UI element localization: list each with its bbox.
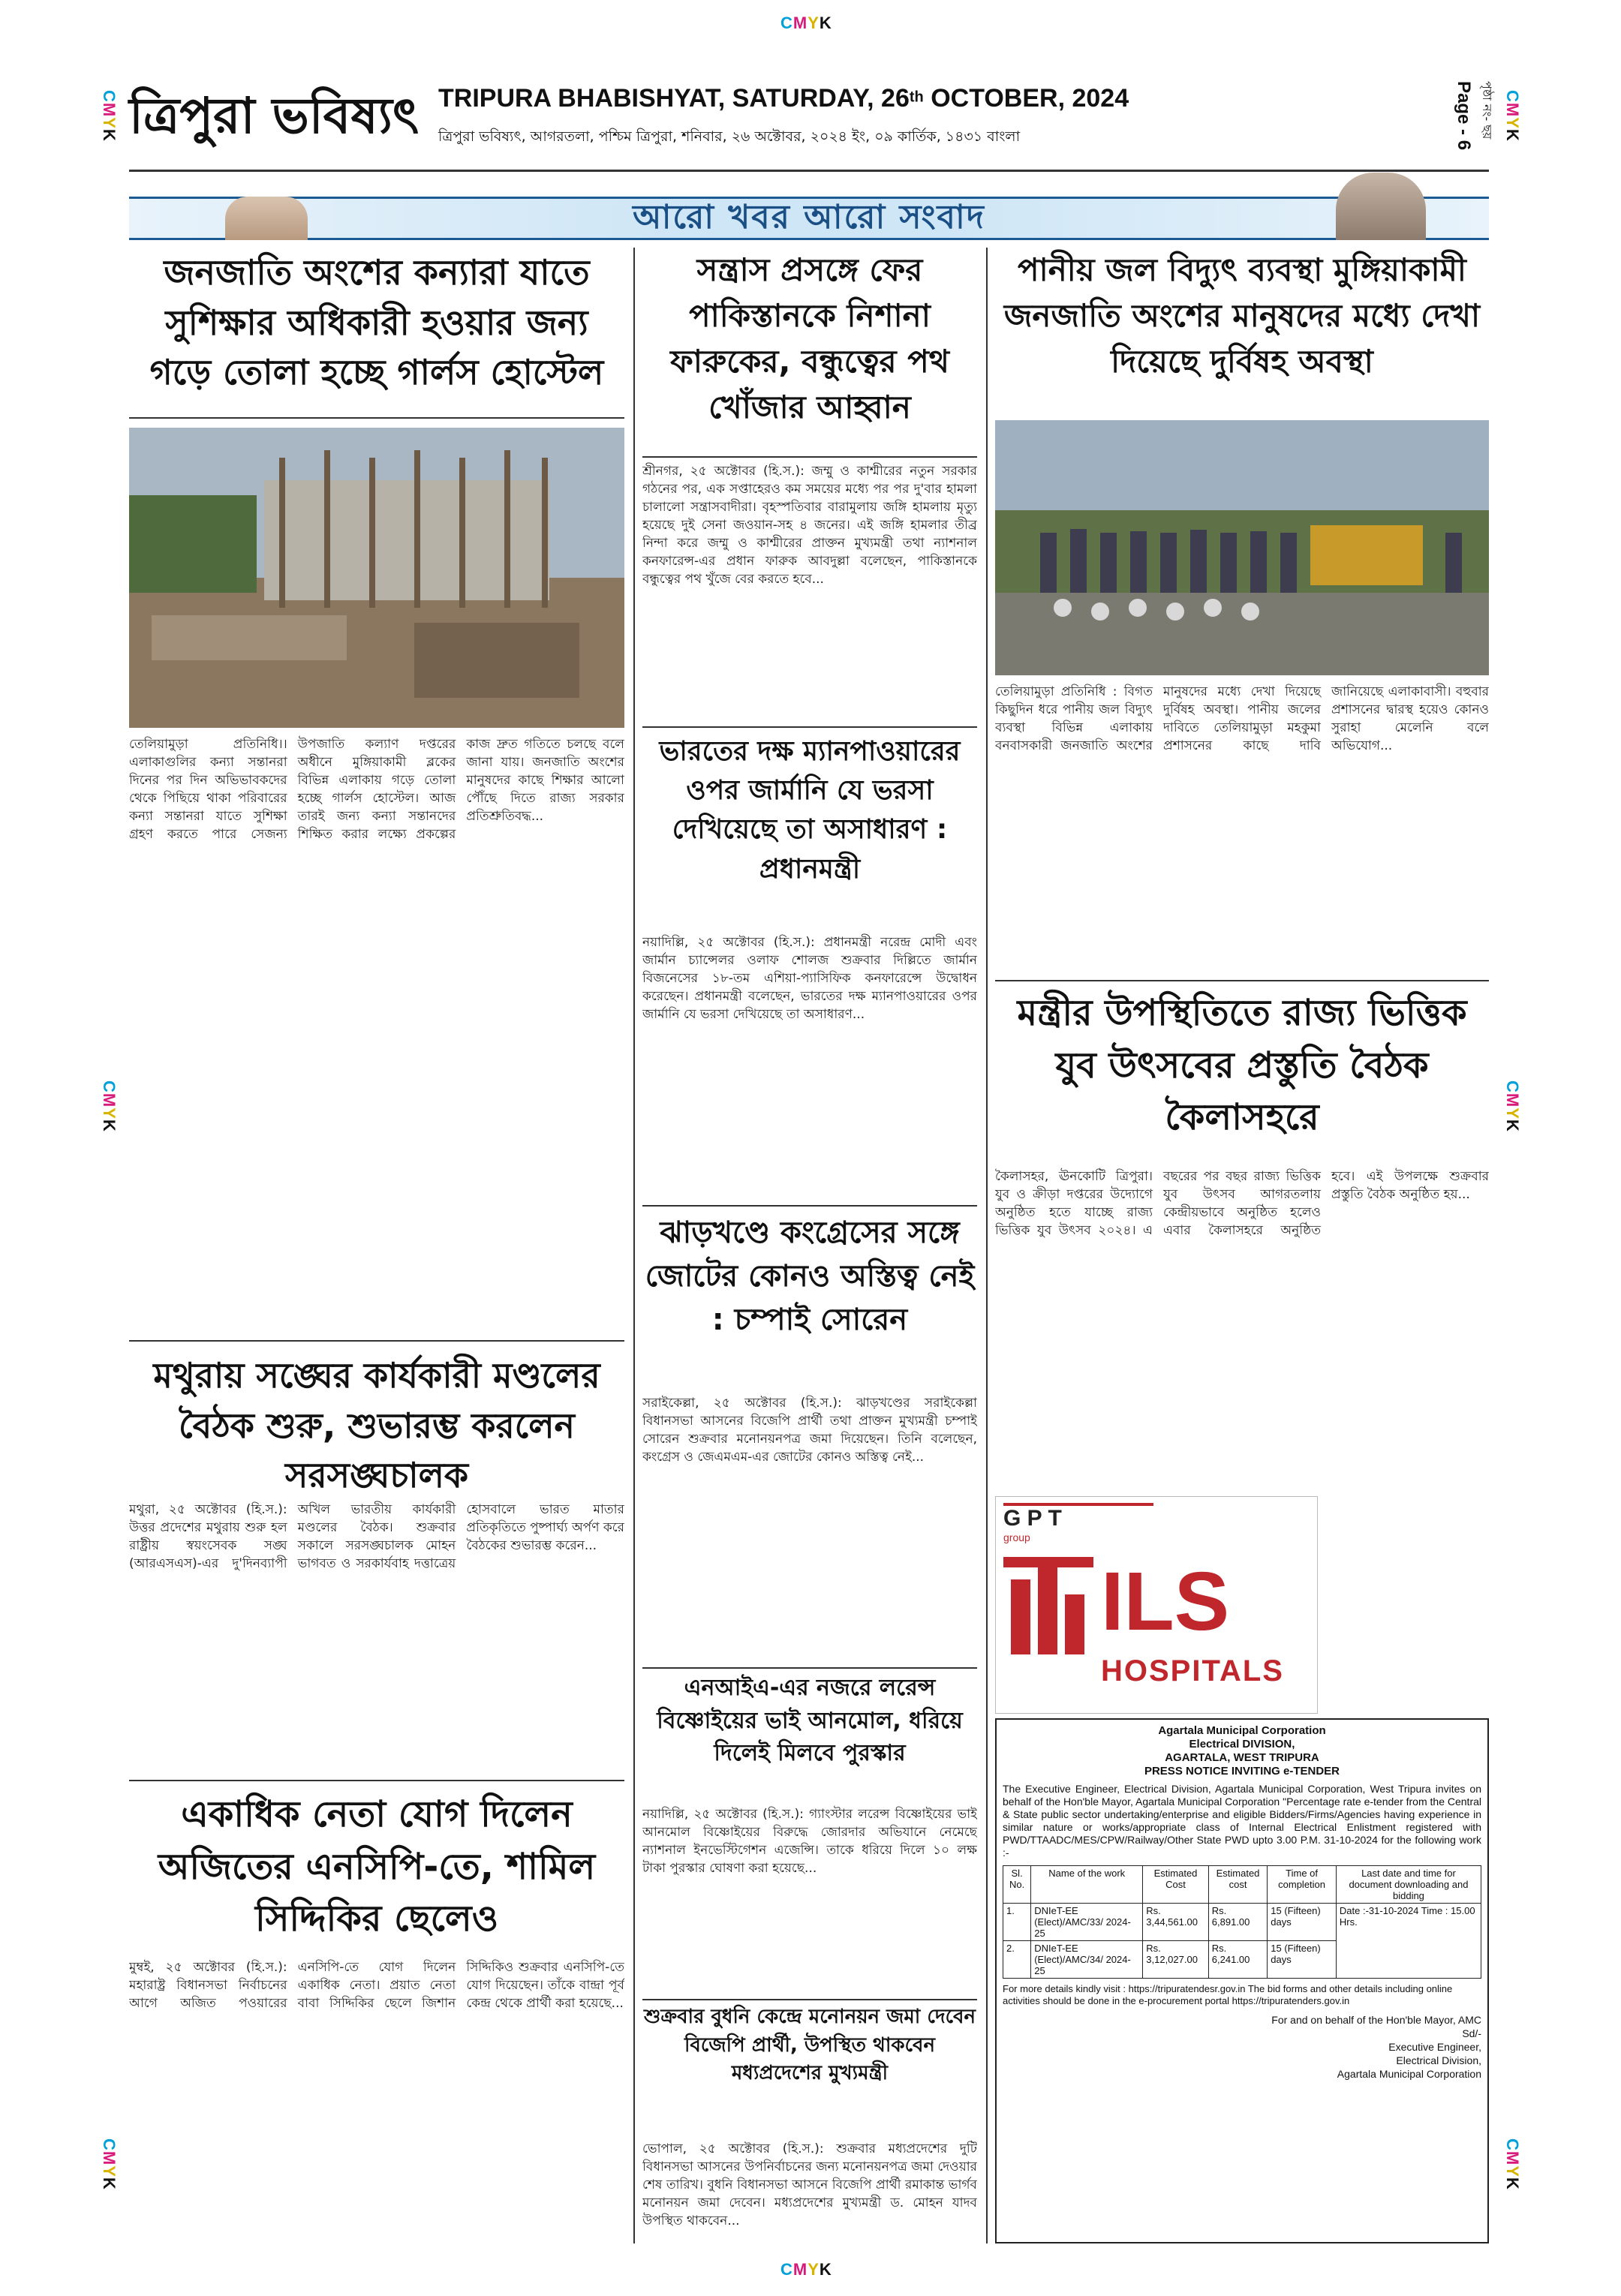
column-divider-1 <box>633 248 635 2243</box>
col1-headline-3: একাধিক নেতা যোগ দিলেন অজিতের এনসিপি-তে, শামিল সিদ্দিকির ছেলেও <box>158 1793 596 1940</box>
col2-rule-4 <box>642 1667 977 1669</box>
page-number-label: Page - 6 <box>1454 81 1474 151</box>
masthead-title-bengali: ত্রিপুরা ভবিষ্যৎ <box>129 87 420 145</box>
col1-headline-2: মথুরায় সঙ্ঘের কার্যকারী মণ্ডলের বৈঠক শুরু, শুভারম্ভ করলেন সরসঙ্ঘচালক <box>153 1355 600 1496</box>
col1-article-body-2: মথুরা, ২৫ অক্টোবর (হি.স.): উত্তর প্রদেশের মথুরায় শুরু হল রাষ্ট্রীয় স্বয়ংসেবক সঙ্ঘ (আরএসএস)-এর দু'দিনব্যাপী অখিল ভারতীয় কার্যকারী মণ্ডলের বৈঠক। শুক্রবার সকালে সরসঙ্ঘচালক মোহন ভাগবত ও সরকার্যবাহ দত্তাত্রেয় হোসবালে ভারত মাতার প্রতিকৃতিতে পুষ্পার্ঘ্য অর্পণ করে বৈঠকের শুভারম্ভ করেন... <box>129 1502 624 1571</box>
notice-org: Agartala Municipal Corporation <box>1158 1724 1326 1737</box>
col2-headline-3: ঝাড়খণ্ডে কংগ্রেসের সঙ্গে জোটের কোনও অস্তিত্ব নেই : চম্পাই সোরেন <box>645 1216 975 1337</box>
col1-article-body-3: মুম্বই, ২৫ অক্টোবর (হি.স.): মহারাষ্ট্র বিধানসভা নির্বাচনের আগে অজিত পওয়ারের এনসিপি-তে যোগ দিলেন একাধিক নেতা। প্রয়াত নেতা বাবা সিদ্দিকির ছেলে জিশান সিদ্দিকিও শুক্রবার এনসিপি-তে যোগ দিয়েছেন। তাঁকে বান্দ্রা পূর্ব কেন্দ্র থেকে প্রার্থী করা হয়েছে... <box>129 1960 624 2011</box>
col3-headline-2: মন্ত্রীর উপস্থিতিতে রাজ্য ভিত্তিক যুব উৎসবের প্রস্তুতি বৈঠক কৈলাসহরে <box>1017 992 1467 1139</box>
registration-mark-left-bottom: CMYK <box>100 2138 119 2190</box>
registration-mark-left-mid: CMYK <box>100 1080 119 1132</box>
amc-tender-notice <box>995 1718 1489 2243</box>
col2-article-body-5: ভোপাল, ২৫ অক্টোবর (হি.স.): শুক্রবার মধ্যপ্রদেশের দুটি বিধানসভা আসনের উপনির্বাচনের জন্য মনোনয়নপত্র জমা দেওয়ার শেষ তারিখ। বুধনি বিধানসভা আসনে বিজেপি প্রার্থী রমাকান্ত ভার্গব মনোনয়ন জমা দেবেন। মধ্যপ্রদেশের মুখ্যমন্ত্রী ড. মোহন যাদব উপস্থিত থাকবেন... <box>642 2141 977 2228</box>
section-banner-text: আরো খবর আরো সংবাদ <box>633 198 985 236</box>
registration-mark-left-top: CMYK <box>100 90 119 142</box>
col2-headline: সন্ত্রাস প্রসঙ্গে ফের পাকিস্তানকে নিশানা ফারুকের, বন্ধুত্বের পথ খোঁজার আহ্বান <box>670 251 949 425</box>
notice-title: PRESS NOTICE INVITING e-TENDER <box>1144 1765 1340 1778</box>
registration-mark-top: CMYK <box>780 14 832 32</box>
col3-headline: পানীয় জল বিদ্যুৎ ব্যবস্থা মুঙ্গিয়াকামী জনজাতি অংশের মানুষদের মধ্যে দেখা দিয়েছে দুর্বিষহ অবস্থা <box>1003 251 1481 380</box>
gpt-group-logo: G P T group <box>1003 1503 1153 1540</box>
ils-logo-text: ILS <box>1101 1555 1230 1648</box>
col3-article-body-2: কৈলাসহর, ঊনকোটি ত্রিপুরা। যুব ও ক্রীড়া দপ্তরের উদ্যোগে অনুষ্ঠিত হতে যাচ্ছে রাজ্য ভিত্তিক যুব উৎসব ২০২৪। এ বছরের পর বছর রাজ্য ভিত্তিক যুব উৎসব আগরতলায় কেন্দ্রীয়ভাবে অনুষ্ঠিত হলেও এবার কৈলাসহরে অনুষ্ঠিত হবে। এই উপলক্ষে শুক্রবার প্রস্তুতি বৈঠক অনুষ্ঠিত হয়... <box>995 1169 1489 1238</box>
col2-headline-4: এনআইএ-এর নজরে লরেন্স বিষ্ণোইয়ের ভাই আনমোল, ধরিয়ে দিলেই মিলবে পুরস্কার <box>657 1675 963 1766</box>
col3-article-body: তেলিয়ামুড়া প্রতিনিধি : বিগত কিছুদিন ধরে পানীয় জল বিদ্যুৎ ব্যবস্থা বিভিন্ন এলাকায় বনবাসকারী জনজাতি অংশের মানুষদের মধ্যে দেখা দিয়েছে দুর্বিষহ অবস্থা। পানীয় জলের দাবিতে তেলিয়ামুড়া মহকুমা প্রশাসনের কাছে দাবি জানিয়েছে এলাকাবাসী। বহুবার প্রশাসনের দ্বারস্থ হয়েও কোনও সুরাহা মেলেনি বলে অভিযোগ... <box>995 684 1489 753</box>
col2-article-body: শ্রীনগর, ২৫ অক্টোবর (হি.স.): জম্মু ও কাশ্মীরের নতুন সরকার গঠনের পর, এক সপ্তাহেরও কম সময়ের মধ্যে পর পর দু'বার হামলা চালালো সন্ত্রাসবাদীরা। বৃহস্পতিবার বারামুলায় জঙ্গি হামলায় মৃত্যু হয়েছে দুই সেনা জওয়ান-সহ ৪ জনের। এই জঙ্গি হামলার তীব্র নিন্দা করে জম্মু ও কাশ্মীরের প্রাক্তন মুখ্যমন্ত্রী তথা ন্যাশনাল কনফারেন্স-এর প্রধান ফারুক আবদুল্লা বলেছেন, পাকিস্তানকে বন্ধুত্বের পথ খুঁজে বের করতে হবে... <box>642 464 977 587</box>
masthead-date-line: TRIPURA BHABISHYAT, SATURDAY, 26th OCTOBER, 2024 <box>438 84 1129 113</box>
notice-paragraph: The Executive Engineer, Electrical Division, Agartala Municipal Corporation, West Tripura invites on behalf of the Hon'ble Mayor, Agartala Municipal Corporation "Percentage rate e-tender from the Central & State public sector undertaking/enterprise and eligible Bidders/Firms/Agencies having experience in similar nature or works/appropriate class of Internal Electrical Enlistment registered with PWD/TTAADC/MES/CPW/Railway/Other State PWD upto 3.00 P.M. 31-10-2024 for the following work :- <box>1003 1783 1481 1859</box>
page-number-label-bengali: পৃষ্ঠা নং- ছয় <box>1480 81 1494 140</box>
col2-article-body-4: নয়াদিল্লি, ২৫ অক্টোবর (হি.স.): গ্যাংস্টার লরেন্স বিষ্ণোইয়ের ভাই আনমোল বিষ্ণোইয়ের বিরুদ্ধে জোরদার অভিযানে নেমেছে ন্যাশনাল ইনভেস্টিগেশন এজেন্সি। তাকে ধরিয়ে দিলে ১০ লক্ষ টাকা পুরস্কার ঘোষণা করা হয়েছে... <box>642 1807 977 1876</box>
water-protest-photo <box>995 420 1489 675</box>
col2-headline-2: ভারতের দক্ষ ম্যানপাওয়ারের ওপর জার্মানি যে ভরসা দেখিয়েছে তা অসাধারণ : প্রধানমন্ত্রী <box>659 736 961 885</box>
registration-mark-right-bottom: CMYK <box>1503 2138 1522 2190</box>
notice-sign-2: Sd/- <box>1462 2027 1481 2039</box>
notice-table: Sl. No. Name of the work Estimated Cost Estimated cost Time of completion Last date and time for document downloading and bidding 1. DNIeT-EE (Elect)/AMC/33/ 2024-25 Rs. 3,44,561.00 Rs. 6,891.00 15 (Fifteen) days Date :-31-10-2024 Time : 15.00 Hrs. 2. DNIeT-EE (Elect)/AMC/34/ 2024-25 Rs. 3,12,027.00 Rs. 6,241.00 15 (Fifteen) days <box>1003 1865 1481 1979</box>
ils-hospitals-logo-mark <box>1003 1549 1093 1662</box>
registration-mark-right-mid: CMYK <box>1503 1080 1522 1132</box>
col2-rule-3 <box>642 1205 977 1207</box>
table-row: 1. DNIeT-EE (Elect)/AMC/33/ 2024-25 Rs. 3,44,561.00 Rs. 6,891.00 15 (Fifteen) days Date :-31-10-2024 Time : 15.00 Hrs. <box>1003 1904 1481 1941</box>
masthead-rule <box>129 170 1489 172</box>
banner-figure-left <box>225 197 308 240</box>
col1-rule-3 <box>129 1780 624 1781</box>
notice-sign-5: Agartala Municipal Corporation <box>1337 2068 1481 2080</box>
notice-division: Electrical DIVISION, <box>1189 1738 1295 1751</box>
ils-hospitals-text: HOSPITALS <box>1101 1654 1284 1687</box>
banner-figure-right <box>1336 173 1426 240</box>
notice-location: AGARTALA, WEST TRIPURA <box>1165 1751 1319 1764</box>
registration-mark-bottom: CMYK <box>780 2260 832 2279</box>
col2-rule-1 <box>642 456 977 458</box>
col2-article-body-3: সরাইকেল্লা, ২৫ অক্টোবর (হি.স.): ঝাড়খণ্ডের সরাইকেল্লা বিধানসভা আসনের বিজেপি প্রার্থী তথা প্রাক্তন মুখ্যমন্ত্রী চম্পাই সোরেন শুক্রবার মনোনয়নপত্র জমা দিয়েছেন। তিনি বলেছেন, কংগ্রেস ও জেএমএম-এর জোটের কোনও অস্তিত্ব নেই... <box>642 1396 977 1465</box>
col1-article-body: তেলিয়ামুড়া প্রতিনিধি।। এলাকাগুলির কন্যা সন্তানরা দিনের পর দিন অভিভাবকদের থেকে পিছিয়ে থাকা পরিবারের কন্যা সন্তানরা যাতে সুশিক্ষা গ্রহণ করতে পারে সেজন্য উপজাতি কল্যাণ দপ্তরের অধীনে মুঙ্গিয়াকামী ব্লকের বিভিন্ন এলাকায় গড়ে তোলা হচ্ছে গার্লস হোস্টেল। আজ তারই জন্য কন্যা সন্তানদের শিক্ষিত করার লক্ষ্যে প্রকল্পের কাজ দ্রুত গতিতে চলছে বলে জানা যায়। জনজাতি অংশের মানুষদের কাছে শিক্ষার আলো পৌঁছে দিতে রাজ্য সরকার প্রতিশ্রুতিবদ্ধ... <box>129 737 624 842</box>
hostel-construction-photo <box>129 428 624 728</box>
col2-headline-5: শুক্রবার বুধনি কেন্দ্রে মনোনয়ন জমা দেবেন বিজেপি প্রার্থী, উপস্থিত থাকবেন মধ্যপ্রদেশের মুখ্যমন্ত্রী <box>643 2006 976 2085</box>
column-divider-2 <box>986 248 988 2243</box>
col1-rule-1 <box>129 417 624 419</box>
notice-details: For more details kindly visit : https://tripuratendesr.gov.in The bid forms and other details including online activities should be done in the e-procurement portal https://tripuratenders.gov.in <box>1003 1983 1453 2006</box>
col2-article-body-2: নয়াদিল্লি, ২৫ অক্টোবর (হি.স.): প্রধানমন্ত্রী নরেন্দ্র মোদী এবং জার্মান চ্যান্সেলর ওলাফ শোলজ শুক্রবার দিল্লিতে জার্মান বিজনেসের ১৮-তম এশিয়া-প্যাসিফিক কনফারেন্সে উদ্বোধন করেছেন। প্রধানমন্ত্রী বলেছেন, ভারতের দক্ষ ম্যানপাওয়ারের ওপর জার্মানি যে ভরসা দেখিয়েছে তা অসাধারণ... <box>642 935 977 1022</box>
notice-sign-1: For and on behalf of the Hon'ble Mayor, AMC <box>1271 2014 1481 2026</box>
notice-sign-4: Electrical Division, <box>1396 2054 1481 2066</box>
notice-sign-3: Executive Engineer, <box>1388 2041 1481 2053</box>
masthead-subline: ত্রিপুরা ভবিষ্যৎ, আগরতলা, পশ্চিম ত্রিপুরা, শনিবার, ২৬ অক্টোবর, ২০২৪ ইং, ০৯ কার্তিক, ১৪৩১ বাংলা <box>438 128 1021 145</box>
section-banner <box>129 197 1489 240</box>
col3-rule-1 <box>995 980 1489 981</box>
ils-hospitals-ad <box>995 1496 1318 1714</box>
col2-rule-5 <box>642 1999 977 2000</box>
col2-rule-2 <box>642 726 977 728</box>
registration-mark-right-top: CMYK <box>1503 90 1522 142</box>
table-row: 2. DNIeT-EE (Elect)/AMC/34/ 2024-25 Rs. 3,12,027.00 Rs. 6,241.00 15 (Fifteen) days <box>1003 1941 1481 1979</box>
col1-rule-2 <box>129 1340 624 1342</box>
col1-headline: জনজাতি অংশের কন্যারা যাতে সুশিক্ষার অধিকারী হওয়ার জন্য গড়ে তোলা হচ্ছে গার্লস হোস্টেল <box>149 252 604 393</box>
